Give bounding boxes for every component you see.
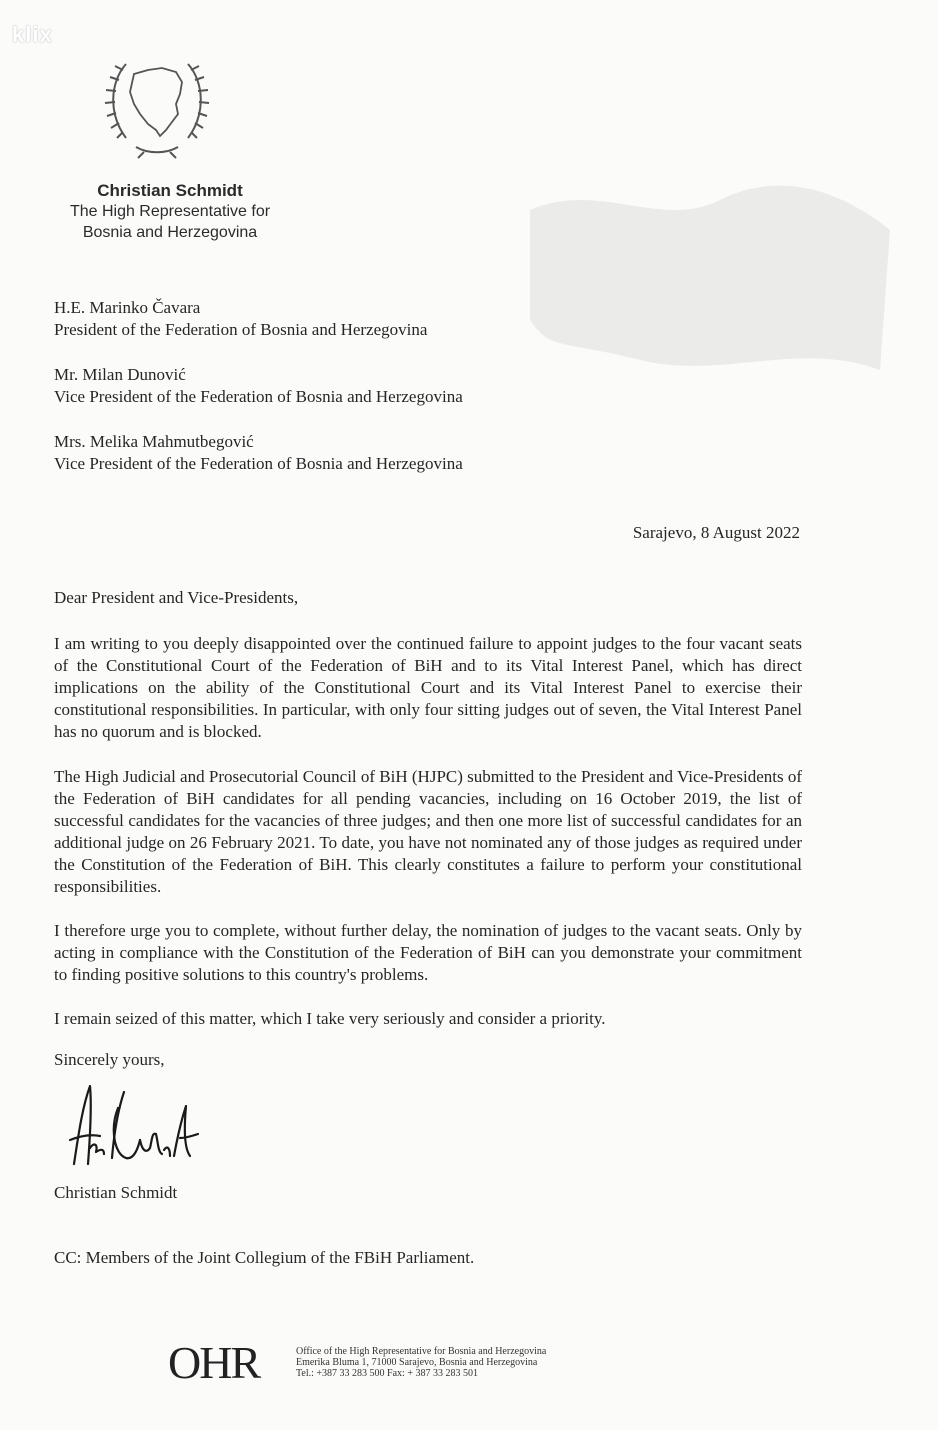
body-paragraph-4: I remain seized of this matter, which I take very seriously and consider a priority.: [54, 1009, 606, 1028]
sender-name: Christian Schmidt: [97, 181, 243, 200]
body-paragraph-2: The High Judicial and Prosecutorial Council of BiH (HJPC) submitted to the President and Vice-Presidents of the Federation of BiH candidates for all pending vacancies, including on 16 October 2019, the list of successful candidates for the vacancies of three judges; and then one more list of successful candidates for an additional judge on 26 February 2021. To date, you have not nominated any of those judges as required under the Constitution of the Federation of BiH. This clearly constitutes a failure to perform your constitutional responsibilities.: [54, 767, 802, 896]
recipient-role: Vice President of the Federation of Bosnia and Herzegovina: [54, 387, 463, 406]
bleed-through-smudge: [520, 170, 900, 390]
recipient-name: Mrs. Melika Mahmutbegović: [54, 432, 254, 451]
footer-line: Emerika Bluma 1, 71000 Sarajevo, Bosnia and Herzegovina: [296, 1357, 538, 1368]
klix-watermark: klix: [12, 22, 53, 47]
sender-title-line1: The High Representative for: [69, 203, 271, 220]
footer-line: Office of the High Representative for Bosnia and Herzegovina: [296, 1346, 547, 1357]
ohr-logo: OHR: [168, 1337, 260, 1388]
recipient-block: [54, 297, 427, 341]
ohr-emblem-icon: [96, 52, 218, 162]
recipient-role: President of the Federation of Bosnia and Herzegovina: [54, 320, 428, 339]
recipient-name: H.E. Marinko Čavara: [54, 298, 201, 317]
footer-line: Tel.: +387 33 283 500 Fax: + 387 33 283 501: [296, 1368, 478, 1379]
body-paragraph-3: I therefore urge you to complete, without further delay, the nomination of judges to the vacant seats. Only by acting in compliance with the Constitution of the Federation of BiH can you demonstrate your commitment to finding positive solutions to this country's problems.: [54, 921, 802, 984]
cc-line: CC: Members of the Joint Collegium of the FBiH Parliament.: [54, 1248, 475, 1267]
recipient-block: [54, 431, 463, 475]
sender-header: [40, 180, 300, 243]
footer-address: [296, 1346, 546, 1379]
letter-date: Sarajevo, 8 August 2022: [632, 523, 800, 542]
body-paragraph-1: I am writing to you deeply disappointed over the continued failure to appoint judges to the four vacant seats of the Constitutional Court of the Federation of BiH and to its Vital Interest Panel, which has direct implications on the ability of the Constitutional Court and its Vital Interest Panel to exercise their constitutional responsibilities. In particular, with only four sitting judges out of seven, the Vital Interest Panel has no quorum and is blocked.: [54, 634, 802, 741]
recipient-name: Mr. Milan Dunović: [54, 365, 186, 384]
signatory-name: Christian Schmidt: [54, 1183, 178, 1202]
salutation: Dear President and Vice-Presidents,: [54, 588, 299, 607]
closing: Sincerely yours,: [54, 1050, 165, 1069]
handwritten-signature: [60, 1078, 210, 1178]
recipient-block: [54, 364, 463, 408]
sender-title-line2: Bosnia and Herzegovina: [82, 224, 258, 241]
recipient-role: Vice President of the Federation of Bosnia and Herzegovina: [54, 454, 463, 473]
